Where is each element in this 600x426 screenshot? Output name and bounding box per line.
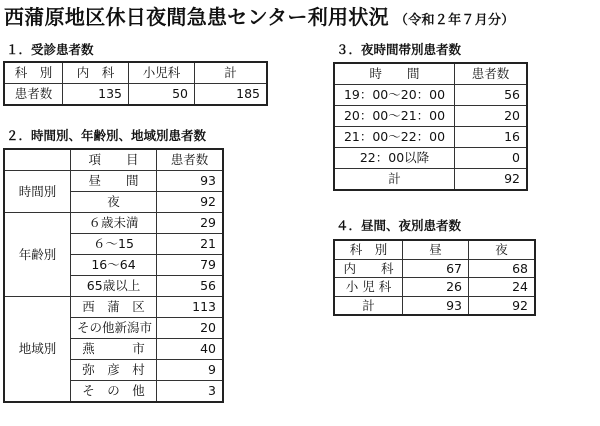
table-row	[335, 127, 527, 148]
table-row	[335, 106, 527, 127]
section4-heading: ４．昼間、夜別患者数	[336, 218, 462, 233]
night-count: 92	[469, 296, 535, 315]
header-cell: 患者数	[455, 64, 527, 85]
table-total-row	[335, 169, 527, 190]
item-cell: ６～15	[71, 234, 157, 255]
header-cell: 小児科	[129, 63, 195, 84]
title-period: （令和２年７月分）	[394, 13, 515, 28]
table-row	[335, 148, 527, 169]
section1-heading: １．受診患者数	[6, 42, 94, 57]
item-cell: 弥 彦 村	[71, 360, 157, 381]
item-cell: その他新潟市	[71, 318, 157, 339]
total-label: 計	[335, 169, 455, 190]
header-cell: 内 科	[63, 63, 129, 84]
value-cell: 50	[129, 84, 195, 105]
day-count: 93	[403, 296, 469, 315]
count-cell: 20	[455, 106, 527, 127]
section2-heading: ２．時間別、年齢別、地域別患者数	[6, 128, 207, 143]
count-cell: 79	[157, 255, 223, 276]
header-cell: 項 目	[71, 150, 157, 171]
item-cell: そ の 他	[71, 381, 157, 402]
day-count: 26	[403, 278, 469, 297]
night-hours-table	[334, 63, 527, 190]
group-label: 地域別	[5, 297, 71, 402]
table-row	[335, 85, 527, 106]
consultation-table	[4, 62, 267, 105]
count-cell: 113	[157, 297, 223, 318]
count-cell: 21	[157, 234, 223, 255]
header-cell: 計	[195, 63, 267, 84]
count-cell: 40	[157, 339, 223, 360]
count-cell: 92	[157, 192, 223, 213]
value-cell: 135	[63, 84, 129, 105]
row-label: 内 科	[335, 259, 403, 278]
item-cell: ６歳未満	[71, 213, 157, 234]
time-cell: 21：00～22：00	[335, 127, 455, 148]
item-cell: 65歳以上	[71, 276, 157, 297]
item-cell: 西 蒲 区	[71, 297, 157, 318]
item-cell: 燕 市	[71, 339, 157, 360]
table-row	[5, 171, 223, 192]
time-cell: 19：00～20：00	[335, 85, 455, 106]
table-row	[5, 213, 223, 234]
table-header-row	[335, 241, 535, 260]
count-cell: 16	[455, 127, 527, 148]
time-cell: 20：00～21：00	[335, 106, 455, 127]
header-cell: 科 別	[5, 63, 63, 84]
section3-heading: ３．夜時間帯別患者数	[336, 42, 462, 57]
group-label: 時間別	[5, 171, 71, 213]
count-cell: 29	[157, 213, 223, 234]
row-label: 患者数	[5, 84, 63, 105]
table-header-row	[335, 64, 527, 85]
count-cell: 0	[455, 148, 527, 169]
day-count: 67	[403, 259, 469, 278]
group-label: 年齢別	[5, 213, 71, 297]
header-cell: 科 別	[335, 241, 403, 260]
count-cell: 3	[157, 381, 223, 402]
time-cell: 22：00以降	[335, 148, 455, 169]
count-cell: 56	[157, 276, 223, 297]
title-text: 西蒲原地区休日夜間急患センター利用状況	[4, 5, 389, 29]
table-header-row	[5, 63, 267, 84]
header-cell: 患者数	[157, 150, 223, 171]
item-cell: 昼 間	[71, 171, 157, 192]
header-cell: 時 間	[335, 64, 455, 85]
day-night-table	[334, 240, 535, 315]
page-title	[4, 4, 515, 30]
total-count: 92	[455, 169, 527, 190]
table-row	[5, 297, 223, 318]
value-cell: 185	[195, 84, 267, 105]
table-row	[5, 84, 267, 105]
header-cell: 昼	[403, 241, 469, 260]
table-header-row	[5, 150, 223, 171]
corner-cell	[5, 150, 71, 171]
row-label: 小 児 科	[335, 278, 403, 297]
night-count: 68	[469, 259, 535, 278]
count-cell: 56	[455, 85, 527, 106]
night-count: 24	[469, 278, 535, 297]
table-total-row	[335, 296, 535, 315]
header-cell: 夜	[469, 241, 535, 260]
count-cell: 93	[157, 171, 223, 192]
item-cell: 夜	[71, 192, 157, 213]
table-row	[335, 278, 535, 297]
total-label: 計	[335, 296, 403, 315]
item-cell: 16～64	[71, 255, 157, 276]
count-cell: 20	[157, 318, 223, 339]
count-cell: 9	[157, 360, 223, 381]
breakdown-table	[4, 149, 223, 402]
table-row	[335, 259, 535, 278]
